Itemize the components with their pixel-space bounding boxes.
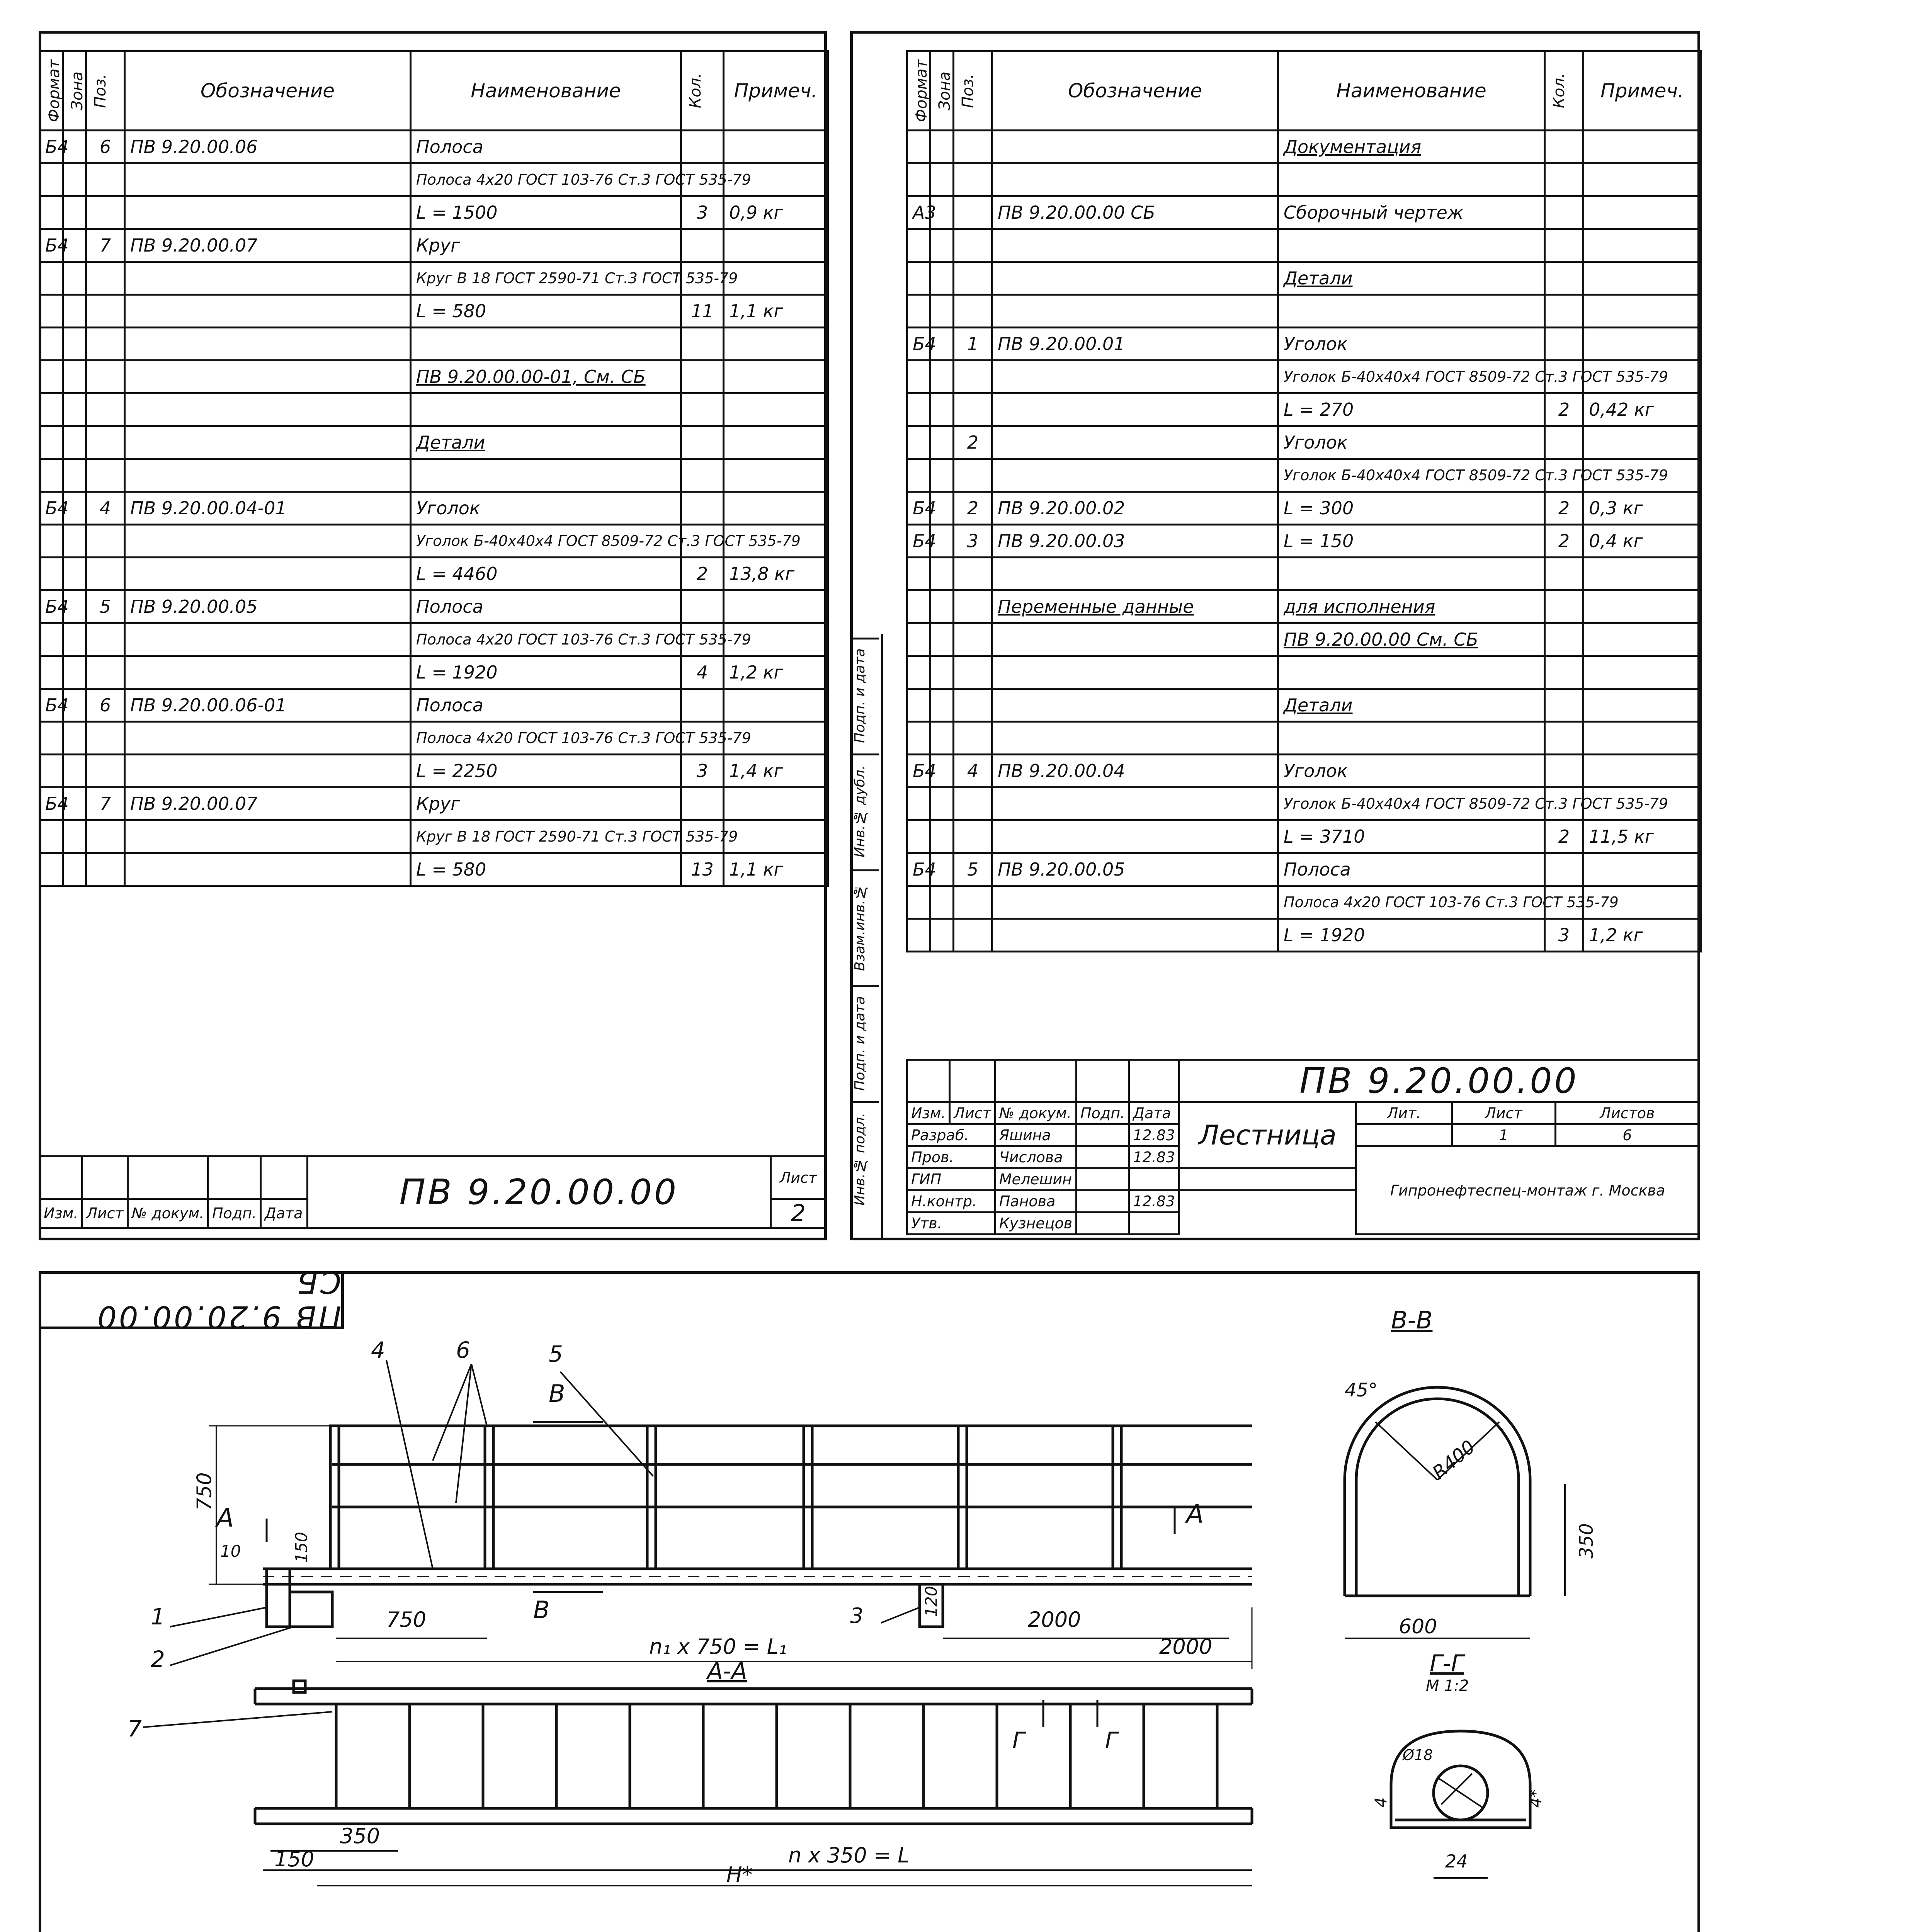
bracket-2	[290, 1592, 332, 1627]
spec-cell-name: Полоса 4х20 ГОСТ 103-76 Ст.3 ГОСТ 535-79	[411, 623, 681, 656]
spec-cell-name: ПВ 9.20.00.00-01, См. СБ	[411, 361, 681, 393]
spec-cell-note: 1,1 кг	[724, 295, 828, 328]
spec-cell-code: ПВ 9.20.00.07	[125, 229, 411, 262]
spec-cell-code: ПВ 9.20.00.00 СБ	[992, 196, 1278, 229]
plan-cell	[923, 1704, 997, 1808]
stamp-col-label: № докум.	[128, 1199, 208, 1228]
spec-cell-code: Переменные данные	[992, 590, 1278, 623]
spec-cell-name: Уголок	[411, 492, 681, 525]
spec-cell-fmt: Б4	[907, 328, 930, 361]
header-name: Наименование	[411, 51, 681, 131]
spec-cell-name: L = 300	[1278, 492, 1545, 525]
spec-cell-fmt: А3	[907, 196, 930, 229]
spec-cell-qty: 13	[681, 853, 724, 886]
plan-cell	[703, 1704, 777, 1808]
spec-cell-fmt: Б4	[907, 492, 930, 525]
side-label: Инв.№ подл.	[852, 1101, 879, 1215]
header-qty: Кол.	[1545, 51, 1583, 131]
spec-cell-pos: 7	[86, 229, 125, 262]
spec-cell-note: 0,3 кг	[1583, 492, 1701, 525]
spec-cell-note: 0,42 кг	[1583, 393, 1701, 426]
radius-400: R400	[1428, 1436, 1480, 1484]
dim-2000: 2000	[1028, 1607, 1081, 1632]
label-pos4: 4	[371, 1337, 385, 1363]
post	[958, 1426, 967, 1569]
stamp-person: Панова	[995, 1190, 1076, 1213]
spec-cell-pos: 7	[86, 787, 125, 820]
dim-n1-formula: n₁ х 750 = L₁	[649, 1634, 787, 1659]
rotated-drawing-code: ПВ 9.20.00.00 СБ	[95, 1264, 341, 1334]
header-note: Примеч.	[724, 51, 828, 131]
post	[485, 1426, 493, 1569]
plan-cell	[410, 1704, 483, 1808]
spec-cell-name: L = 3710	[1278, 820, 1545, 853]
label-pos2: 2	[151, 1646, 165, 1672]
sheet-1-title: Лестница	[1179, 1102, 1356, 1168]
hatch	[1437, 1777, 1484, 1808]
stamp-col-label: Дата	[261, 1199, 308, 1228]
spec-cell-name: Уголок	[1278, 426, 1545, 459]
stamp-col-label: Изм.	[40, 1199, 82, 1228]
spec-cell-name: L = 2250	[411, 755, 681, 787]
spec-cell-name: L = 270	[1278, 393, 1545, 426]
spec-cell-qty: 2	[1545, 525, 1583, 558]
bracket-1	[267, 1569, 290, 1627]
spec-cell-name: Полоса 4х20 ГОСТ 103-76 Ст.3 ГОСТ 535-79	[1278, 886, 1545, 919]
spec-cell-name: Детали	[1278, 262, 1545, 295]
side-label: Инв.№ дубл.	[852, 753, 879, 867]
leader-1	[170, 1607, 267, 1627]
spec-cell-code: ПВ 9.20.00.04-01	[125, 492, 411, 525]
dim-350-vertical: 350	[1575, 1523, 1597, 1559]
spec-cell-pos: 2	[954, 492, 992, 525]
post	[1113, 1426, 1121, 1569]
front-view	[170, 1360, 1252, 1669]
plan-cell	[336, 1704, 410, 1808]
stamp-person: Яшина	[995, 1124, 1076, 1146]
section-g-outline	[1391, 1731, 1530, 1828]
stamp-role: Н.контр.	[907, 1190, 995, 1213]
spec-cell-fmt: Б4	[40, 787, 63, 820]
plan-cell	[777, 1704, 850, 1808]
spec-cell-pos: 1	[954, 328, 992, 361]
spec-cell-pos: 2	[954, 426, 992, 459]
header-qty: Кол.	[681, 51, 724, 131]
spec-cell-name: Полоса 4х20 ГОСТ 103-76 Ст.3 ГОСТ 535-79	[411, 722, 681, 755]
spec-cell-pos: 6	[86, 689, 125, 722]
spec-cell-qty: 11	[681, 295, 724, 328]
stamp-person: Числова	[995, 1146, 1076, 1168]
label-pos6: 6	[456, 1337, 470, 1363]
header-note: Примеч.	[1583, 51, 1701, 131]
stamp-date: 12.83	[1129, 1124, 1179, 1146]
spec-cell-code: ПВ 9.20.00.05	[125, 590, 411, 623]
post	[804, 1426, 812, 1569]
plan-cell	[483, 1704, 556, 1808]
spec-cell-name: L = 150	[1278, 525, 1545, 558]
spec-cell-qty: 4	[681, 656, 724, 689]
spec-cell-qty: 3	[681, 755, 724, 787]
dim-2000-lower: 2000	[1159, 1634, 1213, 1659]
leader-6	[471, 1364, 487, 1426]
plan-cell	[1144, 1704, 1217, 1808]
label-pos7: 7	[128, 1716, 142, 1742]
leader-2	[170, 1627, 294, 1665]
organization: Гипронефтеспец-монтаж г. Москва	[1356, 1146, 1699, 1235]
plan-cell	[1070, 1704, 1144, 1808]
hoop-inner	[1356, 1399, 1519, 1596]
spec-cell-name: Детали	[1278, 689, 1545, 722]
label-section-a-left: А	[216, 1503, 234, 1533]
spec-cell-name: Уголок	[1278, 755, 1545, 787]
dim-d18: Ø18	[1403, 1747, 1433, 1764]
sheet-number: 1	[1452, 1124, 1555, 1146]
dim-n-formula: n х 350 = L	[788, 1843, 910, 1867]
stamp-col-label: Подп.	[208, 1199, 261, 1228]
spec-cell-code: ПВ 9.20.00.03	[992, 525, 1278, 558]
label-section-a-right: А	[1186, 1499, 1204, 1529]
header-pos: Поз.	[954, 51, 992, 131]
stamp-person: Кузнецов	[995, 1213, 1076, 1235]
stamp-col-label: Лист	[82, 1199, 128, 1228]
header-pos: Поз.	[86, 51, 125, 131]
spec-cell-fmt: Б4	[907, 853, 930, 886]
dim-24: 24	[1445, 1851, 1468, 1872]
spec-cell-name: Детали	[411, 426, 681, 459]
spec-cell-qty: 3	[1545, 919, 1583, 952]
stamp-col-label: Лист	[950, 1102, 995, 1124]
stamp-role: Пров.	[907, 1146, 995, 1168]
dim-150-plan: 150	[274, 1847, 315, 1871]
spec-cell-fmt: Б4	[40, 131, 63, 163]
spec-cell-name: Круг В 18 ГОСТ 2590-71 Ст.3 ГОСТ 535-79	[411, 262, 681, 295]
spec-cell-code: ПВ 9.20.00.04	[992, 755, 1278, 787]
angle-45: 45°	[1345, 1379, 1378, 1401]
dim-h: Н*	[726, 1862, 753, 1887]
hatch	[1441, 1774, 1472, 1804]
spec-cell-name: Круг	[411, 229, 681, 262]
stamp-col-label: № докум.	[995, 1102, 1076, 1124]
spec-cell-qty: 3	[681, 196, 724, 229]
spec-cell-note: 13,8 кг	[724, 558, 828, 590]
header-zone: Зона	[930, 51, 954, 131]
spec-cell-fmt: Б4	[907, 755, 930, 787]
spec-cell-pos: 3	[954, 525, 992, 558]
spec-cell-name: Круг В 18 ГОСТ 2590-71 Ст.3 ГОСТ 535-79	[411, 820, 681, 853]
section-bb-title: В-В	[1391, 1306, 1433, 1334]
spec-cell-code: ПВ 9.20.00.05	[992, 853, 1278, 886]
hoop-outer	[1345, 1387, 1530, 1596]
label-pos1: 1	[151, 1604, 165, 1630]
spec-cell-note: 1,2 кг	[1583, 919, 1701, 952]
spec-cell-code: ПВ 9.20.00.02	[992, 492, 1278, 525]
plan-cell	[556, 1704, 630, 1808]
dim-4-ref: 4*	[1526, 1789, 1545, 1808]
plan-cell	[630, 1704, 703, 1808]
spec-cell-name: Полоса 4х20 ГОСТ 103-76 Ст.3 ГОСТ 535-79	[411, 163, 681, 196]
spec-cell-pos: 5	[954, 853, 992, 886]
spec-cell-qty: 2	[1545, 393, 1583, 426]
header-code: Обозначение	[992, 51, 1278, 131]
sheets-label: Листов	[1555, 1102, 1699, 1124]
spec-cell-name: Сборочный чертеж	[1278, 196, 1545, 229]
spec-cell-pos: 4	[86, 492, 125, 525]
label-pos5: 5	[549, 1341, 563, 1367]
stamp-role: Разраб.	[907, 1124, 995, 1146]
spec-cell-name: Круг	[411, 787, 681, 820]
sheet-1-code: ПВ 9.20.00.00	[1179, 1060, 1699, 1102]
spec-cell-name: для исполнения	[1278, 590, 1545, 623]
stamp-date: 12.83	[1129, 1190, 1179, 1213]
spec-cell-code: ПВ 9.20.00.06-01	[125, 689, 411, 722]
spec-cell-name: Уголок Б-40х40х4 ГОСТ 8509-72 Ст.3 ГОСТ 535-79	[411, 525, 681, 558]
label-section-g-left: Г	[1012, 1727, 1025, 1753]
spec-cell-name: Уголок Б-40х40х4 ГОСТ 8509-72 Ст.3 ГОСТ 535-79	[1278, 361, 1545, 393]
label-section-g-right: Г	[1105, 1727, 1118, 1753]
side-label: Подп. и дата	[852, 985, 879, 1099]
spec-cell-name: Полоса	[411, 689, 681, 722]
spec-cell-name: L = 1920	[411, 656, 681, 689]
post	[647, 1426, 656, 1569]
spec-cell-note: 1,2 кг	[724, 656, 828, 689]
section-a-title: А-А	[707, 1658, 747, 1685]
leader-5	[560, 1372, 653, 1476]
lit-label: Лит.	[1356, 1102, 1452, 1124]
plan-cell	[997, 1704, 1070, 1808]
spec-cell-name: L = 1500	[411, 196, 681, 229]
spec-cell-name: Уголок Б-40х40х4 ГОСТ 8509-72 Ст.3 ГОСТ 535-79	[1278, 787, 1545, 820]
post	[330, 1426, 339, 1569]
radius-line	[1376, 1422, 1437, 1480]
spec-cell-note: 11,5 кг	[1583, 820, 1701, 853]
spec-cell-name: Полоса	[1278, 853, 1545, 886]
stamp-date: 12.83	[1129, 1146, 1179, 1168]
spec-cell-fmt: Б4	[40, 229, 63, 262]
spec-cell-pos: 6	[86, 131, 125, 163]
header-name: Наименование	[1278, 51, 1545, 131]
stamp-col-label: Дата	[1129, 1102, 1179, 1124]
dim-350: 350	[340, 1824, 380, 1848]
dim-600: 600	[1399, 1615, 1437, 1638]
spec-cell-note: 0,4 кг	[1583, 525, 1701, 558]
dim-150: 150	[292, 1532, 311, 1563]
spec-cell-name: L = 4460	[411, 558, 681, 590]
sheet-2-code: ПВ 9.20.00.00	[307, 1156, 770, 1228]
spec-cell-name: ПВ 9.20.00.00 См. СБ	[1278, 623, 1545, 656]
front-posts	[330, 1426, 1121, 1569]
dim-120: 120	[922, 1586, 941, 1617]
spec-cell-note: 1,4 кг	[724, 755, 828, 787]
spec-cell-name: L = 1920	[1278, 919, 1545, 952]
sheets-count: 6	[1555, 1124, 1699, 1146]
spec-cell-note: 0,9 кг	[724, 196, 828, 229]
side-label: Подп. и дата	[852, 638, 879, 752]
header-format: Формат	[907, 51, 930, 131]
spec-cell-fmt: Б4	[40, 689, 63, 722]
dim-4: 4	[1371, 1797, 1390, 1808]
leader-7	[143, 1712, 332, 1727]
spec-cell-qty: 2	[1545, 820, 1583, 853]
spec-cell-fmt: Б4	[907, 525, 930, 558]
spec-cell-code: ПВ 9.20.00.07	[125, 787, 411, 820]
header-format: Формат	[40, 51, 63, 131]
plan-cell	[850, 1704, 923, 1808]
spec-cell-fmt: Б4	[40, 492, 63, 525]
spec-cell-pos: 4	[954, 755, 992, 787]
spec-cell-qty: 2	[681, 558, 724, 590]
header-zone: Зона	[63, 51, 86, 131]
stamp-col-label: Подп.	[1077, 1102, 1129, 1124]
section-gg-scale: М 1:2	[1426, 1677, 1469, 1695]
spec-cell-name: Уголок	[1278, 328, 1545, 361]
stamp-col-label: Изм.	[907, 1102, 950, 1124]
plan-bracket	[294, 1681, 305, 1692]
dim-750-vertical: 750	[193, 1472, 216, 1511]
spec-cell-name: Уголок Б-40х40х4 ГОСТ 8509-72 Ст.3 ГОСТ 535-79	[1278, 459, 1545, 492]
plan-rungs	[336, 1704, 1217, 1808]
stamp-person: Мелешин	[995, 1168, 1076, 1190]
spec-cell-code: ПВ 9.20.00.01	[992, 328, 1278, 361]
label-pos3: 3	[850, 1604, 864, 1628]
header-code: Обозначение	[125, 51, 411, 131]
sheet-2-sheet-label: Лист	[770, 1156, 826, 1199]
label-section-b: В	[549, 1379, 565, 1408]
spec-cell-qty: 2	[1545, 492, 1583, 525]
spec-cell-name: L = 580	[411, 295, 681, 328]
spec-cell-name: Полоса	[411, 131, 681, 163]
spec-cell-name: L = 580	[411, 853, 681, 886]
section-gg-title: Г-Г	[1430, 1650, 1464, 1677]
stamp-role: Утв.	[907, 1213, 995, 1235]
spec-cell-note: 1,1 кг	[724, 853, 828, 886]
spec-cell-fmt: Б4	[40, 590, 63, 623]
side-label: Взам.инв.№	[852, 869, 879, 983]
label-section-b-lower: В	[533, 1596, 550, 1624]
dim-10: 10	[220, 1542, 241, 1561]
sheet-label: Лист	[1452, 1102, 1555, 1124]
spec-cell-code: ПВ 9.20.00.06	[125, 131, 411, 163]
spec-cell-name: Полоса	[411, 590, 681, 623]
stamp-role: ГИП	[907, 1168, 995, 1190]
sheet-2-sheet-number: 2	[770, 1199, 826, 1228]
dim-750: 750	[386, 1607, 427, 1632]
spec-cell-pos: 5	[86, 590, 125, 623]
leader-3	[881, 1607, 920, 1623]
spec-cell-name: Документация	[1278, 131, 1545, 163]
